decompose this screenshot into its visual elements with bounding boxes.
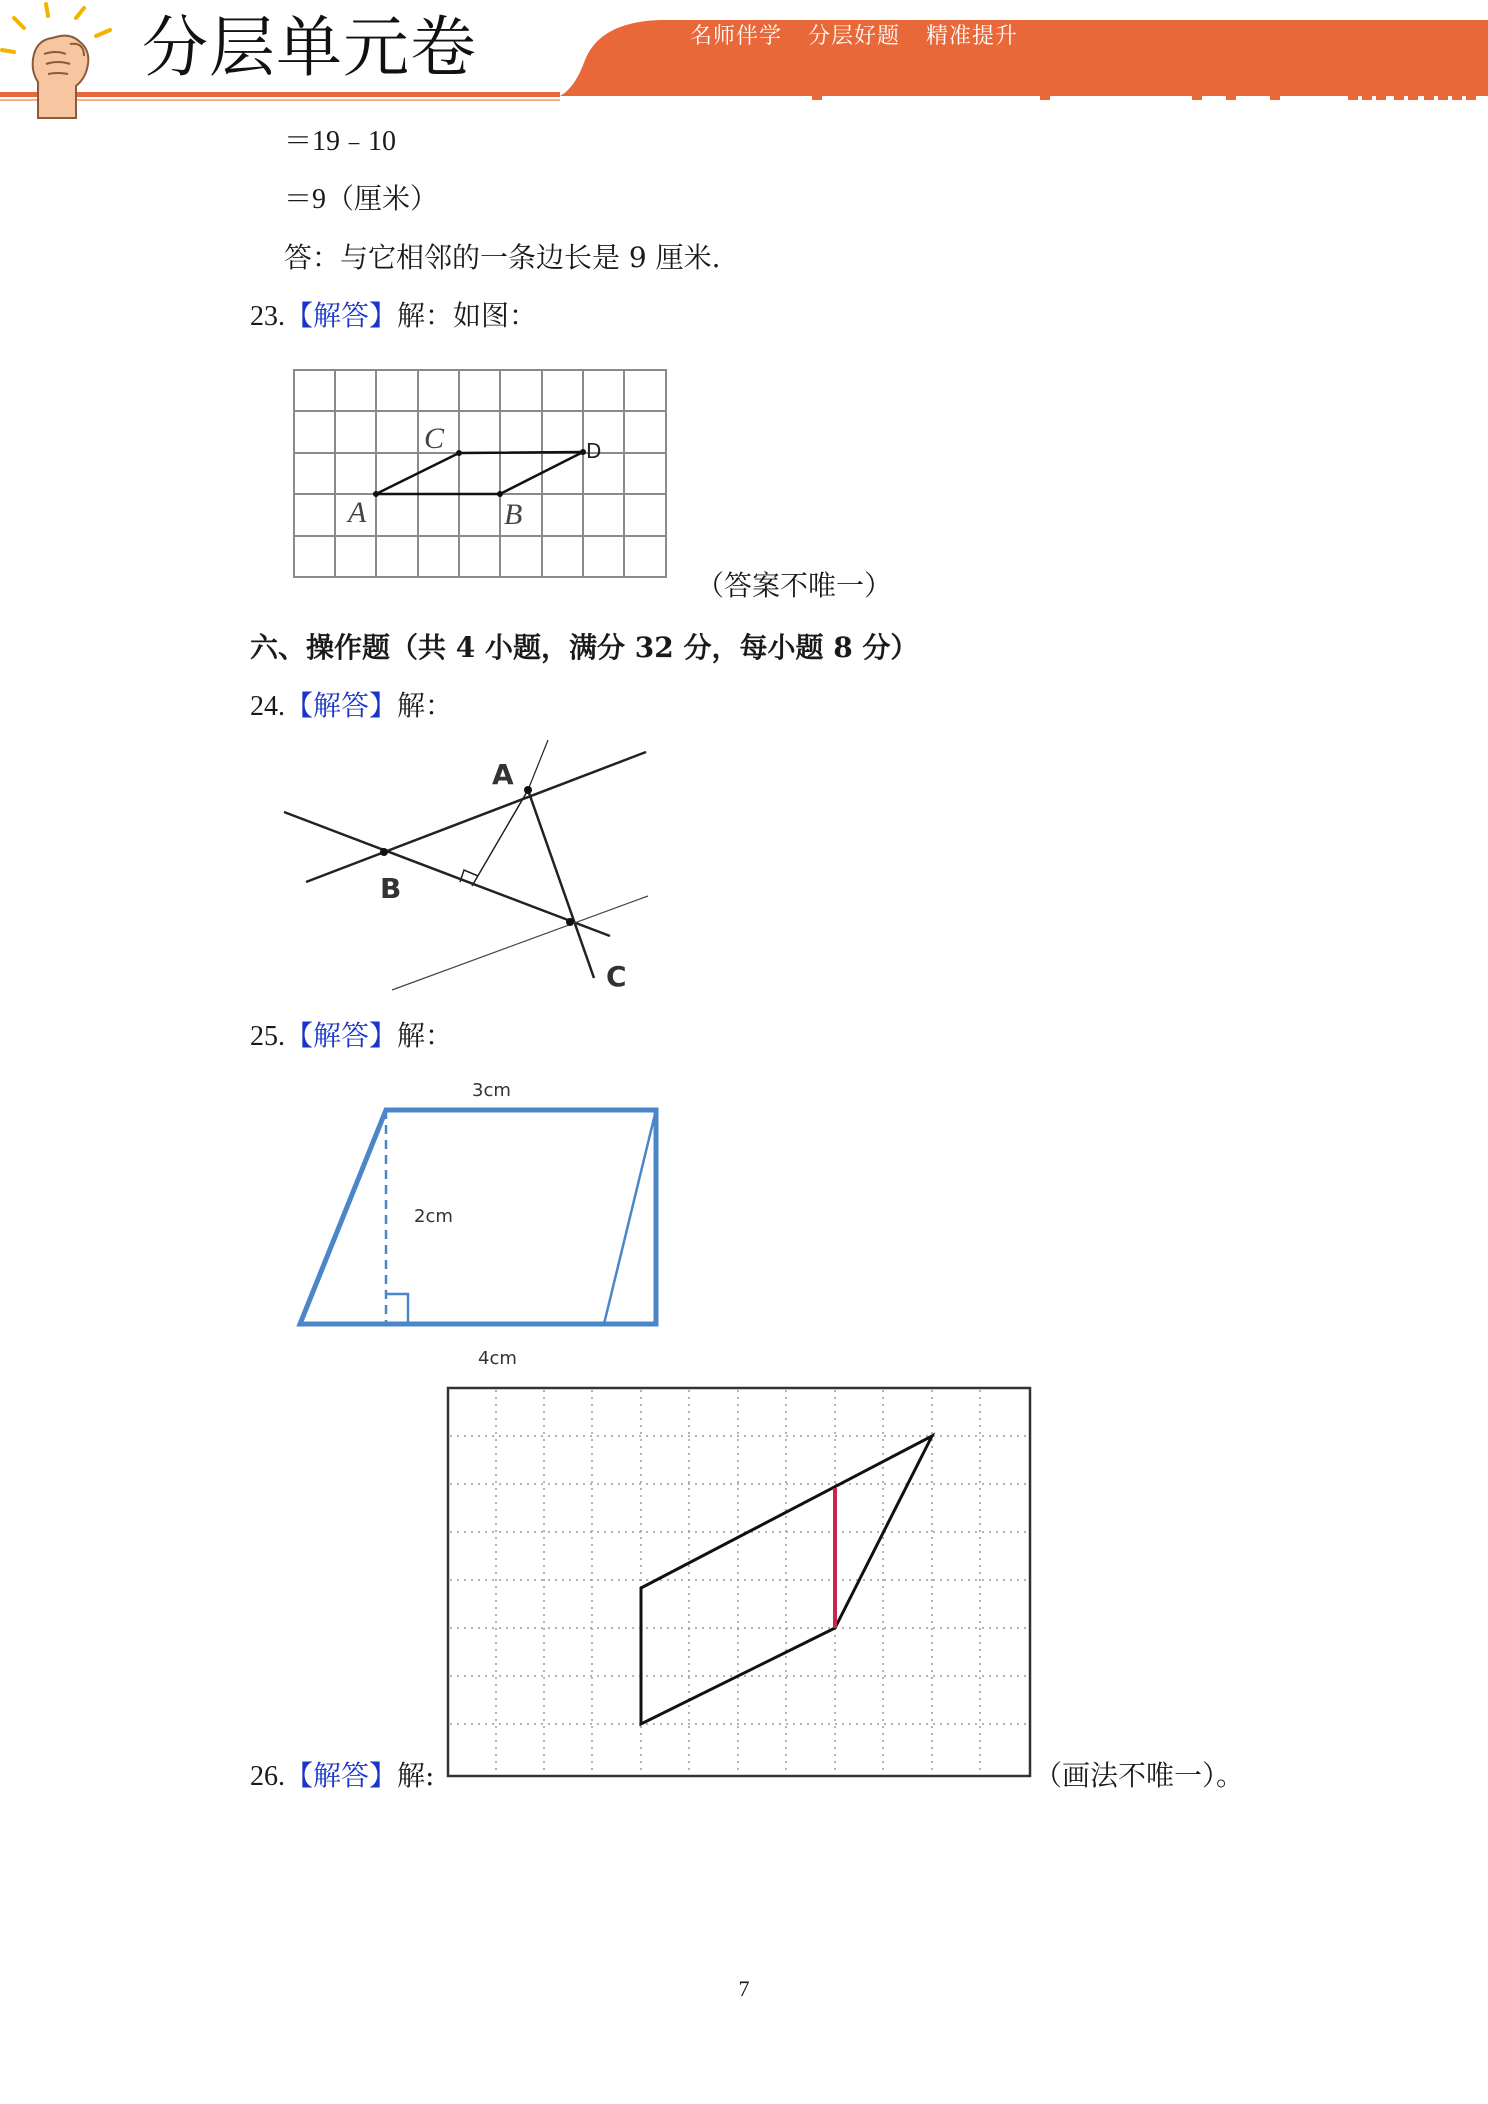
q23-label-a: A [348,496,367,529]
q24-answer-tag: 【解答】 [285,689,398,722]
q26-number: 26. [250,1761,285,1792]
q24-label-b: B [380,872,402,905]
q23-answer-tag: 【解答】 [285,299,398,332]
q25-trapezoid [300,1110,656,1324]
q25-number: 25. [250,1021,285,1052]
calc-line-2: ＝9（厘米） [284,184,439,215]
header-slogan: 名师伴学 分层好题 精准提升 [690,24,1018,49]
q24-heading [250,686,453,727]
q25-text: 解： [397,1019,454,1052]
q24-label-a: A [492,758,514,791]
q26-answer-tag: 【解答】 [285,1759,398,1792]
q23-grid [294,370,666,577]
q23-grid-figure [290,366,670,582]
q25-trapezoid-figure [290,1070,690,1370]
q24-text: 解： [397,689,454,722]
q23-note: （答案不唯一） [696,569,893,602]
header-title: 分层单元卷 [142,9,477,86]
q23-label-c: C [424,422,445,455]
header-underline [0,92,560,97]
q25-label-top: 3cm [472,1080,511,1101]
q26-dotted-grid [450,1390,1028,1774]
q25-heading [250,1016,453,1057]
q26-heading [250,1756,434,1797]
q23-number: 23. [250,301,285,332]
q23-text: 解：如图： [397,299,538,332]
q26-note: （画法不唯一）。 [1034,1759,1245,1792]
q25-answer-tag: 【解答】 [285,1019,398,1052]
q24-number: 24. [250,691,285,722]
q24-label-c: C [606,960,627,993]
section-6-title: 六、操作题（共 4 小题，满分 32 分，每小题 8 分） [250,631,919,664]
q25-label-bottom: 4cm [478,1348,517,1369]
q26-dot-grid-figure [446,1386,1034,1780]
calc-line-1: ＝19﹣10 [284,126,397,157]
page-number: 7 [738,1976,750,2001]
q26-text: 解: [397,1759,435,1792]
q23-parallelogram [376,452,583,494]
q23-heading [250,296,537,337]
q25-label-height: 2cm [414,1206,453,1227]
q23-label-b: B [504,498,523,531]
answer-line: 答：与它相邻的一条边长是 9 厘米. [284,241,721,274]
q23-label-d: D [586,439,602,463]
q24-triangle-figure [280,740,660,1000]
